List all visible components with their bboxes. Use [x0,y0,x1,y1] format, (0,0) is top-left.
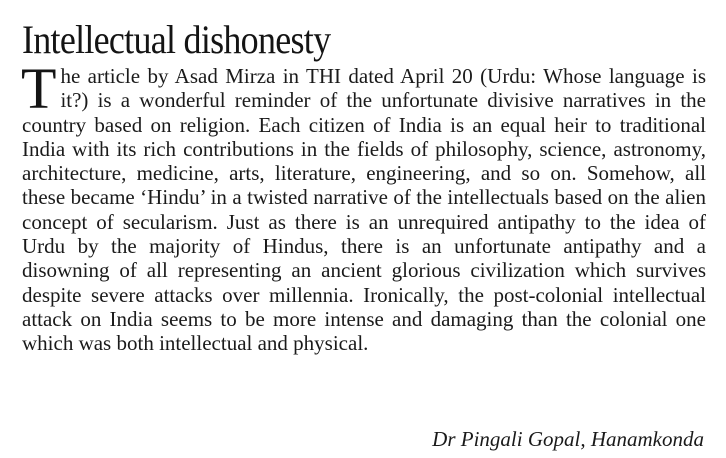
letter-to-editor [21,17,706,356]
letter-body-text: he article by Asad Mirza in THI dated April 20 (Urdu: Whose language is it?) is a wonderful reminder of the unfortunate divisive narratives in the country based on religion. Each citizen of India is an equal heir to traditional India with its rich contributions in the fields of philosophy, science, astronomy, architecture, medicine, arts, literature, engineering, and so on. Somehow, all these became ‘Hindu’ in a twisted narrative of the intellectuals based on the alien concept of secularism. Just as there is an unrequired antipathy to the idea of Urdu by the majority of Hindus, there is an unfortunate antipathy and a disowning of all representing an ancient glorious civilization which survives despite severe attacks over millennia. Ironically, the post-colonial intellectual attack on India seems to be more intense and damaging than the colonial one which was both intellectual and physical. [22,64,706,356]
letter-body [21,56,706,356]
letter-headline: Intellectual dishonesty [22,17,331,62]
previous-article-remnant [470,0,650,4]
letter-signature: Dr Pingali Gopal, Hanamkonda [432,427,704,451]
drop-cap: T [21,56,57,121]
